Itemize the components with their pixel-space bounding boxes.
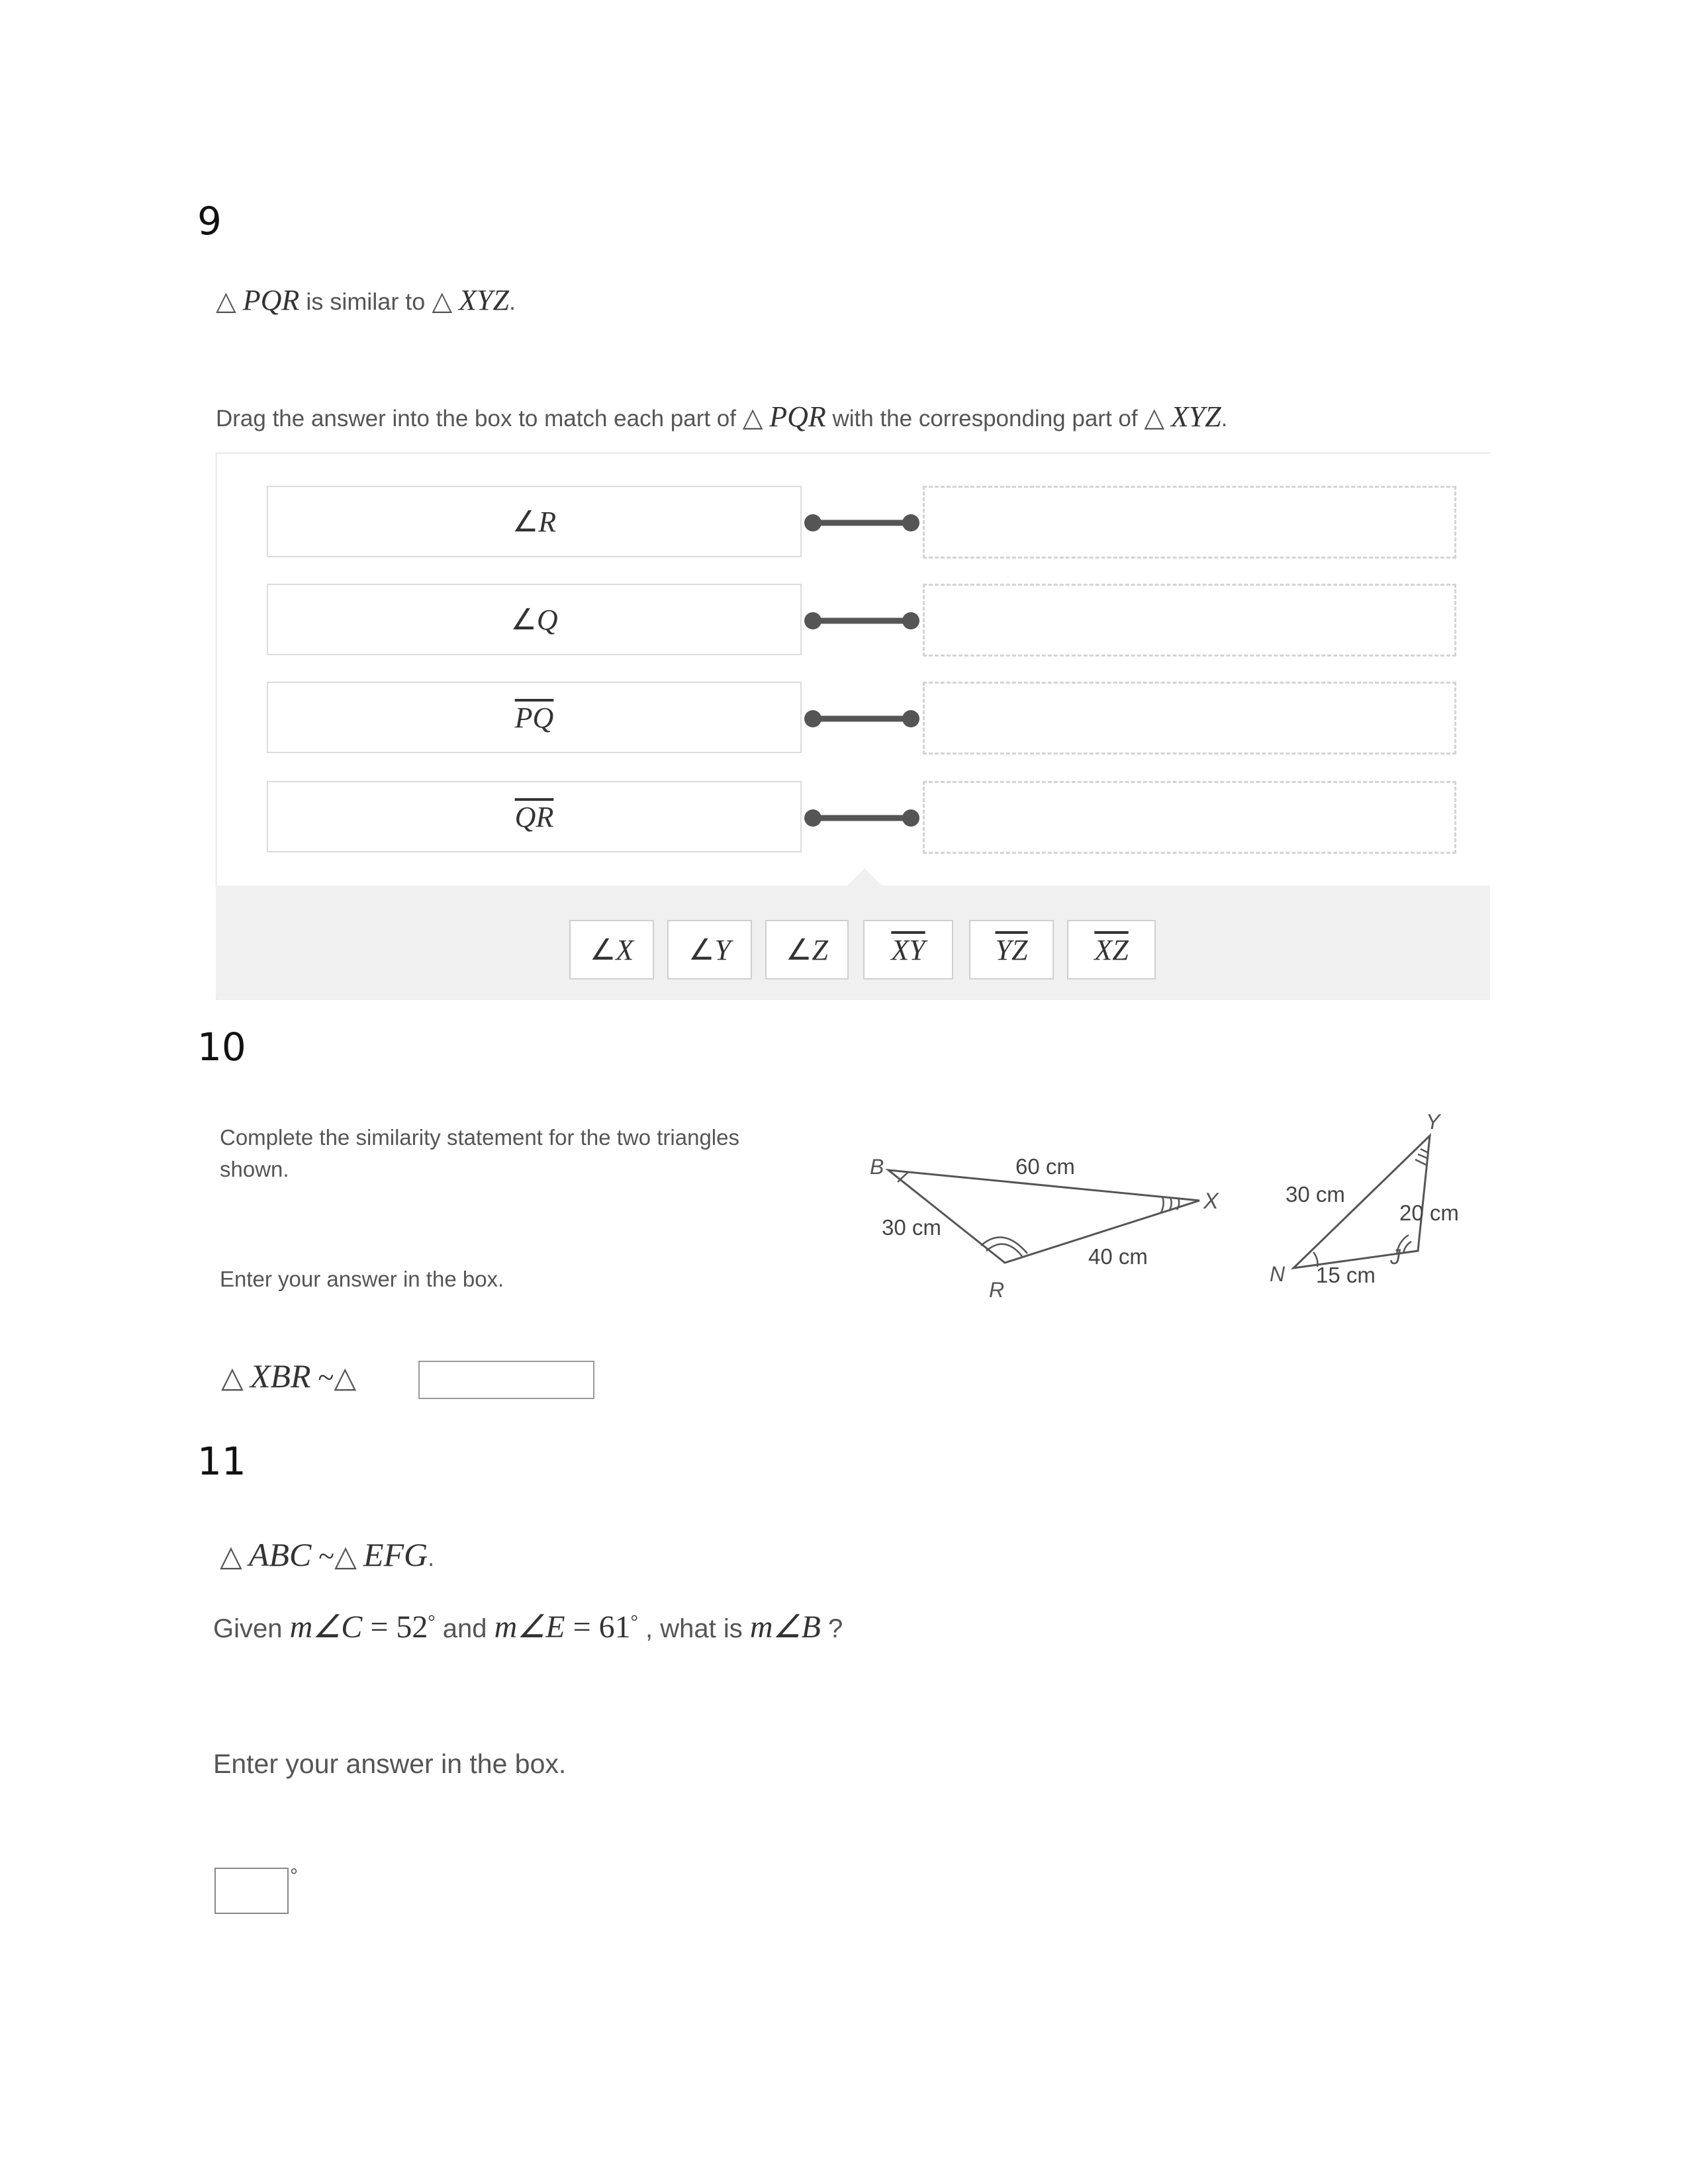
angle-e-value: 61	[598, 1610, 631, 1645]
option-angle-y[interactable]	[667, 920, 752, 979]
option-label: $\overline{YZ}$	[995, 933, 1028, 966]
given-text: , what is	[637, 1614, 750, 1643]
triangle-symbol: △	[742, 402, 763, 433]
side-label-br: 30 cm	[882, 1215, 941, 1240]
triangle-symbol: △	[432, 286, 453, 316]
q9-statement	[216, 283, 516, 317]
drop-target-4[interactable]	[923, 781, 1456, 854]
given-text: Given	[213, 1614, 290, 1643]
triangle-name-pqr: PQR	[769, 400, 826, 433]
option-label: X	[616, 933, 634, 966]
connector-line	[804, 513, 920, 533]
q10-triangles-figure	[854, 1105, 1483, 1310]
bank-pointer	[847, 868, 882, 886]
instruction-text: with the corresponding part of	[825, 406, 1145, 432]
side-label-ny: 30 cm	[1286, 1182, 1345, 1206]
question-number-9: 9	[197, 199, 222, 244]
measure-angle-e: m∠E	[494, 1610, 565, 1645]
angle-symbol: ∠	[786, 933, 812, 966]
q11-answer-input[interactable]	[214, 1868, 289, 1914]
drop-target-2[interactable]	[923, 584, 1456, 657]
prompt-label: $\overline{QR}$	[514, 800, 554, 833]
q11-enter-answer: Enter your answer in the box.	[213, 1749, 567, 1779]
angle-symbol: ∠	[688, 933, 715, 966]
statement-period: .	[508, 288, 516, 315]
prompt-label: Q	[536, 603, 558, 636]
instruction-period: .	[1221, 406, 1228, 432]
statement-text: is similar to	[299, 288, 432, 315]
side-label-nj: 15 cm	[1316, 1263, 1376, 1287]
side-label-rx: 40 cm	[1088, 1244, 1148, 1269]
answer-bank	[216, 886, 1490, 998]
option-label: Y	[714, 933, 731, 966]
triangle-symbol: △	[220, 1539, 242, 1573]
measure-angle-c: m∠C	[289, 1610, 363, 1645]
vertex-label-b: B	[870, 1155, 884, 1179]
triangle-name-xyz: XYZ	[1170, 400, 1221, 433]
prompt-box-segment-pq	[267, 682, 802, 753]
question-number-11: 11	[197, 1439, 246, 1484]
drop-target-3[interactable]	[923, 682, 1456, 754]
similar-symbol: ~	[311, 1540, 335, 1572]
q10-answer-prefix	[221, 1357, 356, 1395]
q11-degree-unit: °	[290, 1865, 298, 1887]
equals-sign: =	[565, 1610, 599, 1645]
side-label-yj: 20 cm	[1399, 1201, 1459, 1225]
equals-sign: =	[362, 1610, 397, 1645]
connector-line	[804, 611, 920, 631]
side-label-bx: 60 cm	[1015, 1154, 1075, 1179]
q10-enter-answer: Enter your answer in the box.	[220, 1267, 504, 1291]
option-label: Z	[812, 933, 828, 966]
triangle-symbol: △	[221, 1361, 244, 1394]
q10-answer-input[interactable]	[418, 1361, 594, 1399]
triangle-name-xyz: XYZ	[459, 284, 509, 316]
q10-text-line1: Complete the similarity statement for the two triangles	[220, 1125, 739, 1150]
option-label: $\overline{XY}$	[891, 933, 925, 966]
triangle-name-xbr: XBR	[250, 1357, 311, 1394]
triangle-symbol: △	[334, 1361, 357, 1394]
prompt-box-angle-r	[267, 486, 802, 557]
prompt-label: R	[538, 505, 557, 538]
question-number-10: 10	[197, 1024, 246, 1069]
q11-given	[213, 1608, 843, 1645]
vertex-label-j: J	[1390, 1245, 1401, 1269]
option-segment-yz[interactable]	[969, 920, 1054, 979]
vertex-label-y: Y	[1426, 1110, 1440, 1134]
instruction-text: Drag the answer into the box to match each part of	[216, 406, 743, 432]
angle-c-value: 52	[396, 1610, 428, 1645]
option-angle-z[interactable]	[765, 920, 849, 979]
option-angle-x[interactable]	[569, 920, 654, 979]
triangle-symbol: △	[216, 286, 236, 316]
vertex-label-n: N	[1270, 1262, 1286, 1286]
given-text: and	[435, 1614, 494, 1643]
question-mark: ?	[820, 1614, 843, 1643]
degree-symbol: °	[630, 1612, 638, 1633]
triangle-name-abc: ABC	[248, 1536, 312, 1573]
connector-line	[804, 709, 920, 729]
option-segment-xy[interactable]	[863, 920, 953, 979]
q9-instruction	[216, 400, 1227, 433]
angle-symbol: ∠	[512, 505, 539, 538]
prompt-label: $\overline{PQ}$	[514, 701, 554, 734]
similar-symbol: ~	[310, 1361, 334, 1394]
triangle-symbol: △	[1144, 402, 1165, 433]
angle-symbol: ∠	[510, 603, 537, 636]
triangle-name-pqr: PQR	[242, 284, 300, 316]
q11-statement	[220, 1535, 434, 1574]
q10-text-line2: shown.	[220, 1157, 289, 1181]
connector-line	[804, 808, 920, 828]
triangle-symbol: △	[334, 1539, 357, 1573]
degree-symbol: °	[428, 1612, 436, 1633]
vertex-label-r: R	[989, 1278, 1005, 1302]
drop-target-1[interactable]	[923, 486, 1456, 559]
statement-period: .	[428, 1544, 435, 1571]
vertex-label-x: X	[1203, 1189, 1219, 1214]
triangle-name-efg: EFG	[363, 1536, 428, 1573]
option-label: $\overline{XZ}$	[1094, 933, 1129, 966]
prompt-box-angle-q	[267, 584, 802, 655]
measure-angle-b: m∠B	[749, 1610, 821, 1645]
option-segment-xz[interactable]	[1067, 920, 1156, 979]
angle-symbol: ∠	[589, 933, 616, 966]
prompt-box-segment-qr	[267, 781, 802, 852]
